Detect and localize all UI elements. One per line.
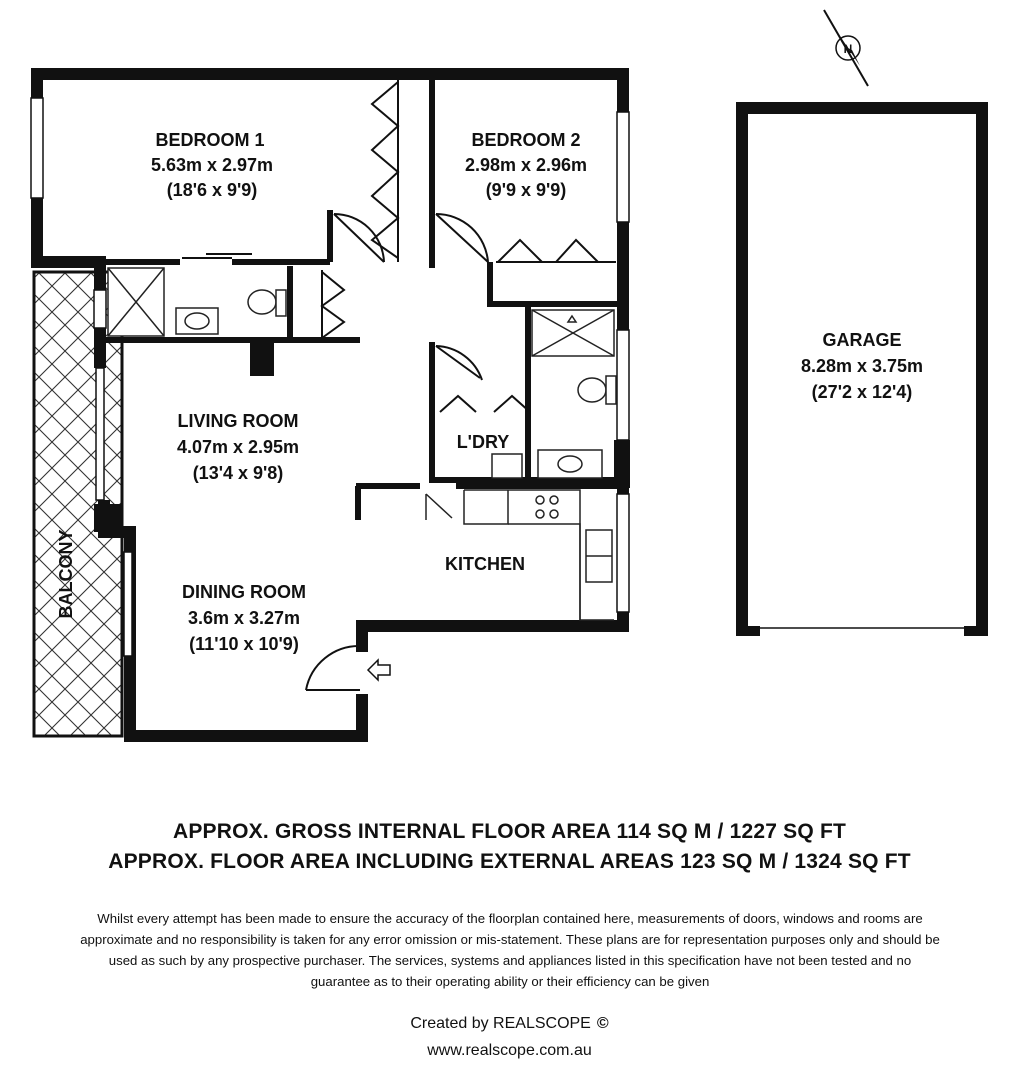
website-link[interactable]: www.realscope.com.au bbox=[427, 1042, 592, 1059]
room-metric: 4.07m x 2.95m bbox=[176, 437, 300, 457]
slider-dining-balcony bbox=[124, 552, 132, 656]
bedroom2-wardrobe-doors bbox=[496, 240, 616, 262]
disclaimer-line: approximate and no responsibility is taken for any error omission or mis-statement. These plans are for representation purposes only and should be bbox=[80, 932, 940, 947]
bathroom-fixtures bbox=[108, 268, 286, 336]
window-bedroom2 bbox=[617, 112, 629, 222]
external-area-text: APPROX. FLOOR AREA INCLUDING EXTERNAL AREAS 123 SQ M / 1324 SQ FT bbox=[108, 850, 911, 873]
room-metric: 3.6m x 3.27m bbox=[187, 608, 301, 628]
disclaimer-line: Whilst every attempt has been made to ensure the accuracy of the floorplan contained here, measurements of doors, windows and rooms are bbox=[97, 911, 923, 926]
compass-letter: N bbox=[843, 42, 853, 56]
label-dining bbox=[182, 582, 306, 654]
label-bedroom2 bbox=[465, 130, 587, 200]
entry-arrow-icon bbox=[368, 660, 390, 680]
room-imperial: (13'4 x 9'8) bbox=[192, 463, 284, 483]
room-metric: 5.63m x 2.97m bbox=[150, 155, 274, 175]
room-name: DINING ROOM bbox=[182, 582, 306, 602]
room-name: LIVING ROOM bbox=[177, 411, 299, 431]
slider-living-balcony bbox=[96, 368, 104, 500]
disclaimer-line: used as such by any prospective purchaser. The services, systems and appliances listed in this specification have not been tested and no bbox=[108, 953, 912, 968]
column-kitchen-corner bbox=[94, 504, 122, 532]
laundry-fixtures bbox=[436, 346, 530, 478]
room-imperial: (11'10 x 10'9) bbox=[189, 634, 299, 654]
column bbox=[250, 340, 274, 376]
room-imperial: (27'2 x 12'4) bbox=[811, 382, 913, 402]
credit-text: Created by REALSCOPE bbox=[410, 1015, 591, 1032]
label-living bbox=[177, 411, 299, 483]
bedroom2-door bbox=[436, 214, 488, 262]
room-metric: 8.28m x 3.75m bbox=[800, 356, 924, 376]
bedroom1-sliding-door bbox=[182, 254, 252, 258]
label-laundry: L'DRY bbox=[456, 432, 510, 452]
label-balcony: BALCONY bbox=[56, 529, 76, 619]
label-garage bbox=[801, 330, 923, 402]
label-kitchen: KITCHEN bbox=[445, 554, 525, 574]
window-bedroom1 bbox=[31, 98, 43, 198]
window-kitchen bbox=[617, 494, 629, 612]
credit-line bbox=[0, 1015, 1019, 1033]
window-ensuite bbox=[617, 330, 629, 440]
gross-area-text: APPROX. GROSS INTERNAL FLOOR AREA 114 SQ M / 1227 SQ FT bbox=[172, 820, 847, 843]
disclaimer-line: guarantee as to their operating ability or their efficiency can be given bbox=[310, 974, 710, 989]
linen-cupboard-doors bbox=[322, 270, 344, 338]
entry-door bbox=[306, 646, 360, 690]
room-imperial: (9'9 x 9'9) bbox=[485, 180, 567, 200]
room-name: BEDROOM 1 bbox=[155, 130, 265, 150]
ensuite-fixtures bbox=[532, 310, 616, 478]
bedroom1-wardrobe-doors bbox=[372, 80, 398, 262]
room-name: GARAGE bbox=[822, 330, 902, 350]
compass-icon bbox=[824, 10, 868, 86]
room-name: BEDROOM 2 bbox=[471, 130, 581, 150]
room-metric: 2.98m x 2.96m bbox=[464, 155, 588, 175]
room-imperial: (18'6 x 9'9) bbox=[166, 180, 258, 200]
label-bedroom1 bbox=[151, 130, 273, 200]
window-bathroom bbox=[94, 290, 106, 328]
bedroom1-door bbox=[334, 214, 384, 262]
copyright-icon: © bbox=[596, 1015, 609, 1032]
disclaimer bbox=[20, 908, 1000, 992]
